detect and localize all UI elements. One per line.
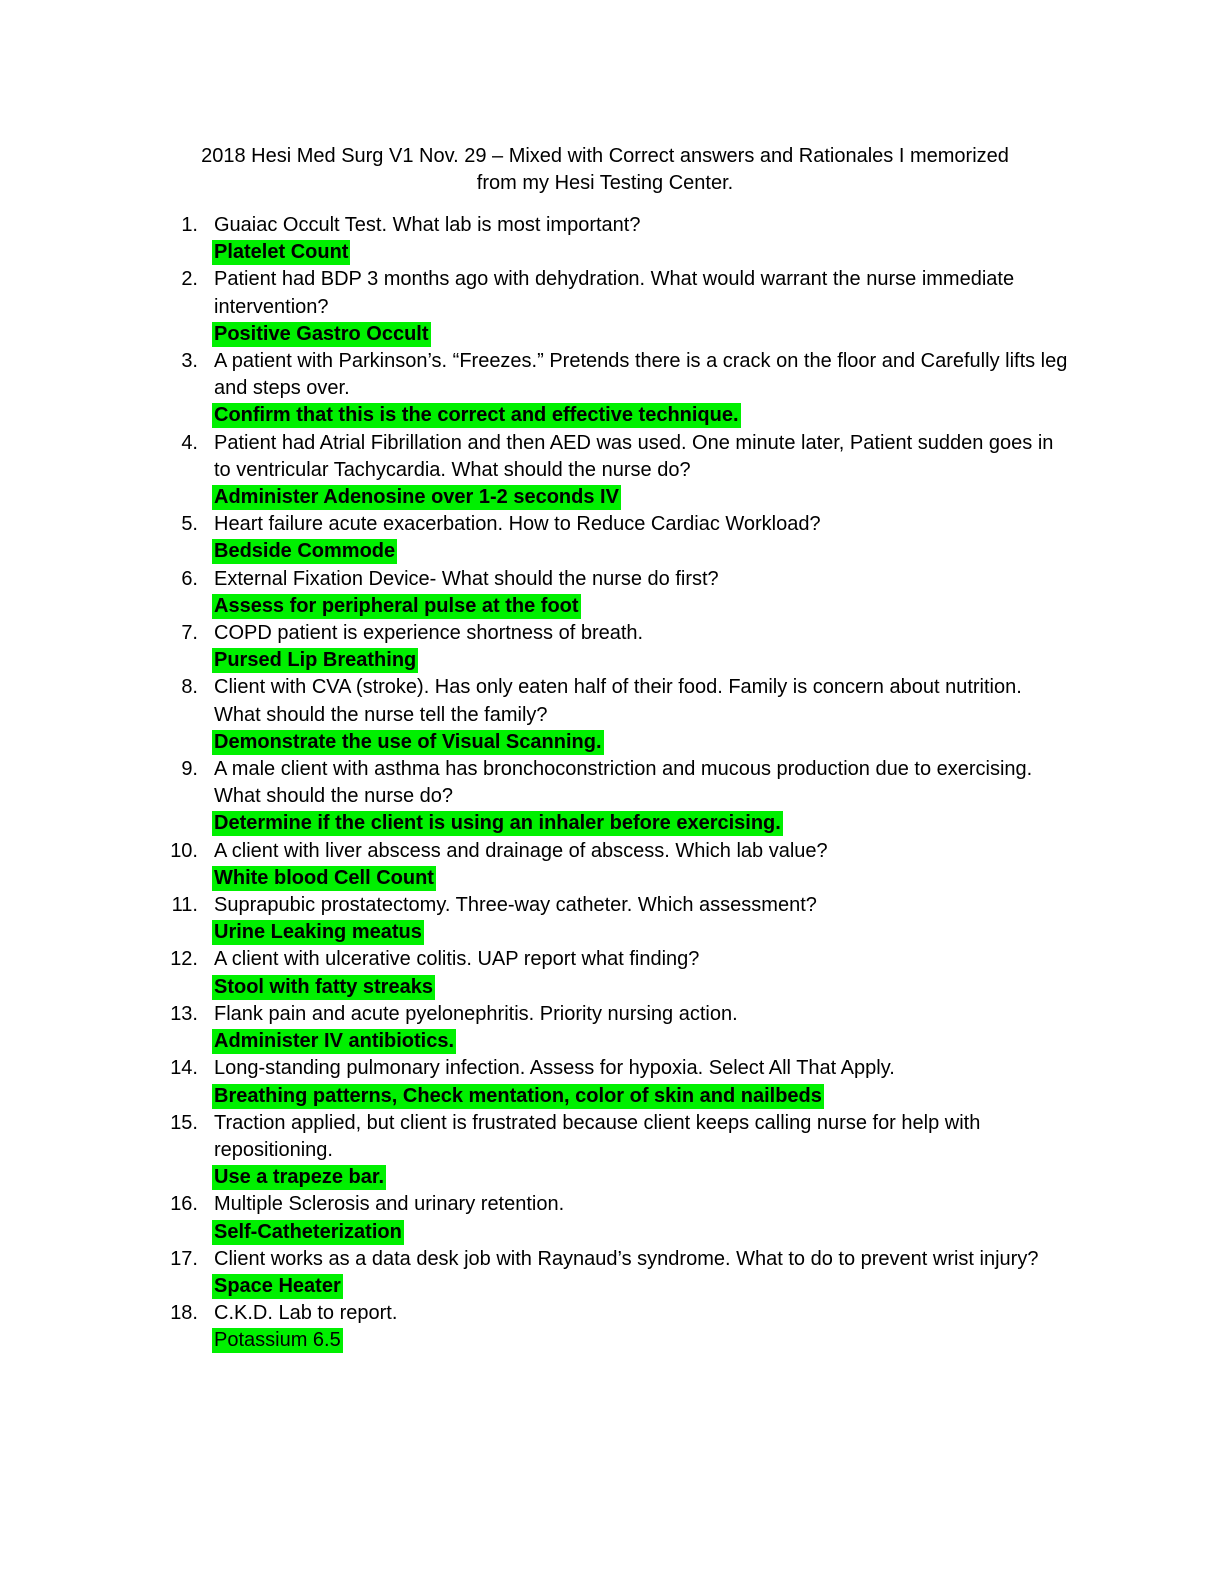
question-number: 8. bbox=[181, 676, 198, 699]
answer-highlight: Administer Adenosine over 1-2 seconds IV bbox=[214, 486, 619, 509]
answer-highlight: Determine if the client is using an inhaler before exercising. bbox=[214, 812, 781, 835]
question-item bbox=[170, 511, 1070, 565]
answer-highlight: Platelet Count bbox=[214, 241, 349, 264]
question-text: A male client with asthma has bronchoconstriction and mucous production due to exercising. What should the nurse do? bbox=[214, 758, 1033, 808]
answer-highlight: Urine Leaking meatus bbox=[214, 921, 422, 944]
answer-highlight: White blood Cell Count bbox=[214, 866, 434, 889]
question-item bbox=[170, 1191, 1070, 1245]
question-item bbox=[170, 1001, 1070, 1055]
question-text: Suprapubic prostatectomy. Three-way catheter. Which assessment? bbox=[214, 894, 817, 917]
title-line-2: from my Hesi Testing Center. bbox=[476, 172, 734, 194]
question-number: 17. bbox=[170, 1247, 198, 1270]
question-number: 15. bbox=[170, 1111, 198, 1134]
question-number: 6. bbox=[181, 567, 198, 590]
answer-highlight: Demonstrate the use of Visual Scanning. bbox=[214, 730, 602, 753]
answer-highlight: Administer IV antibiotics. bbox=[214, 1030, 455, 1053]
question-number: 3. bbox=[181, 350, 198, 373]
question-text: A client with liver abscess and drainage of abscess. Which lab value? bbox=[214, 839, 828, 862]
question-text: C.K.D. Lab to report. bbox=[214, 1302, 398, 1325]
question-number: 4. bbox=[181, 431, 198, 454]
answer-highlight: Bedside Commode bbox=[214, 540, 396, 563]
question-item bbox=[170, 892, 1070, 946]
question-number: 1. bbox=[181, 214, 198, 236]
question-text: Heart failure acute exacerbation. How to Reduce Cardiac Workload? bbox=[214, 513, 821, 536]
answer-highlight: Pursed Lip Breathing bbox=[214, 649, 417, 672]
question-number: 2. bbox=[181, 268, 198, 291]
question-list bbox=[170, 212, 1070, 1355]
question-number: 11. bbox=[171, 894, 198, 917]
document-title bbox=[140, 143, 1070, 197]
question-number: 18. bbox=[170, 1302, 198, 1325]
question-number: 7. bbox=[181, 622, 198, 645]
question-number: 12. bbox=[170, 948, 198, 971]
question-text: Multiple Sclerosis and urinary retention. bbox=[214, 1193, 565, 1216]
question-item bbox=[170, 674, 1070, 756]
question-item bbox=[170, 212, 1070, 266]
question-item bbox=[170, 566, 1070, 620]
question-item bbox=[170, 1246, 1070, 1300]
answer-highlight: Positive Gastro Occult bbox=[214, 322, 429, 345]
question-item bbox=[170, 1055, 1070, 1109]
question-item bbox=[170, 1110, 1070, 1192]
question-text: External Fixation Device- What should the nurse do first? bbox=[214, 567, 719, 590]
question-item bbox=[170, 266, 1070, 348]
question-text: Patient had Atrial Fibrillation and then AED was used. One minute later, Patient sudden goes in to ventricular Tachycardia. What should the nurse do? bbox=[214, 431, 1054, 481]
answer-highlight: Assess for peripheral pulse at the foot bbox=[214, 594, 579, 617]
question-number: 13. bbox=[170, 1002, 198, 1025]
title-line-1: 2018 Hesi Med Surg V1 Nov. 29 – Mixed with Correct answers and Rationales I memorized bbox=[201, 145, 1009, 167]
question-text: A client with ulcerative colitis. UAP report what finding? bbox=[214, 948, 700, 971]
question-text: Long-standing pulmonary infection. Assess for hypoxia. Select All That Apply. bbox=[214, 1057, 895, 1080]
answer-highlight: Breathing patterns, Check mentation, color of skin and nailbeds bbox=[214, 1084, 822, 1107]
question-text: Client with CVA (stroke). Has only eaten half of their food. Family is concern about nutrition. What should the nurse tell the family? bbox=[214, 676, 1022, 726]
question-item bbox=[170, 620, 1070, 674]
question-item bbox=[170, 348, 1070, 430]
question-item bbox=[170, 756, 1070, 838]
question-number: 9. bbox=[181, 758, 198, 781]
question-text: Guaiac Occult Test. What lab is most important? bbox=[214, 214, 641, 236]
question-item bbox=[170, 430, 1070, 512]
answer-highlight: Space Heater bbox=[214, 1274, 341, 1297]
question-text: COPD patient is experience shortness of breath. bbox=[214, 622, 644, 645]
answer-highlight: Self-Catheterization bbox=[214, 1220, 402, 1243]
question-text: Patient had BDP 3 months ago with dehydration. What would warrant the nurse immediate intervention? bbox=[214, 268, 1015, 318]
question-item bbox=[170, 838, 1070, 892]
question-number: 5. bbox=[181, 513, 198, 536]
question-item bbox=[170, 1300, 1070, 1354]
question-text: Flank pain and acute pyelonephritis. Priority nursing action. bbox=[214, 1002, 738, 1025]
question-item bbox=[170, 946, 1070, 1000]
answer-highlight: Use a trapeze bar. bbox=[214, 1166, 385, 1189]
question-text: Client works as a data desk job with Raynaud’s syndrome. What to do to prevent wrist injury? bbox=[214, 1247, 1039, 1270]
question-text: Traction applied, but client is frustrated because client keeps calling nurse for help with repositioning. bbox=[214, 1111, 981, 1161]
answer-highlight: Stool with fatty streaks bbox=[214, 975, 433, 998]
question-number: 16. bbox=[170, 1193, 198, 1216]
answer-highlight: Confirm that this is the correct and effective technique. bbox=[214, 404, 739, 427]
question-number: 14. bbox=[170, 1057, 198, 1080]
answer-highlight: Potassium 6.5 bbox=[214, 1329, 341, 1352]
question-number: 10. bbox=[170, 839, 198, 862]
question-text: A patient with Parkinson’s. “Freezes.” Pretends there is a crack on the floor and Carefully lifts leg and steps over. bbox=[214, 350, 1068, 400]
